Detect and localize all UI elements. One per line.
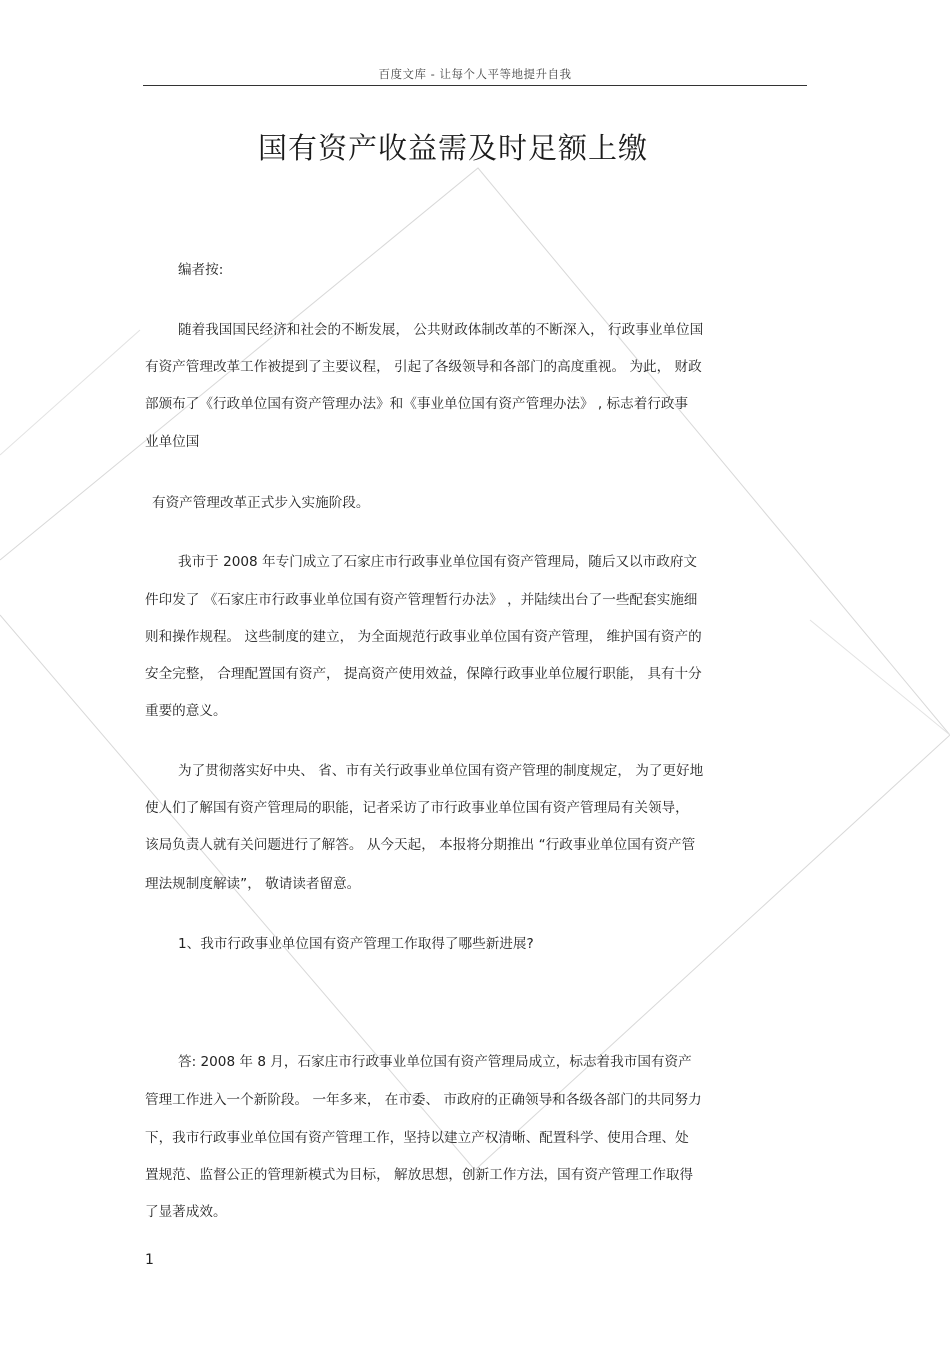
paragraph-line: 业单位国 <box>145 434 200 450</box>
paragraph-line: 随着我国国民经济和社会的不断发展， 公共财政体制改革的不断深入， 行政事业单位国 <box>178 322 704 338</box>
paragraph-line: 重要的意义。 <box>145 703 227 719</box>
paragraph-line: 答: 2008 年 8 月，石家庄市行政事业单位国有资产管理局成立，标志着我市国有资产 <box>178 1054 692 1070</box>
header-rule <box>143 85 807 86</box>
paragraph-line: 理法规制度解读”， 敬请读者留意。 <box>145 876 361 892</box>
paragraph-line: 为了贯彻落实好中央、 省、市有关行政事业单位国有资产管理的制度规定， 为了更好地 <box>178 763 704 779</box>
page-number: 1 <box>145 1252 154 1268</box>
paragraph-line: 有资产管理改革正式步入实施阶段。 <box>152 495 370 511</box>
paragraph-line: 该局负责人就有关问题进行了解答。 从今天起， 本报将分期推出 “行政事业单位国有资产管 <box>145 837 696 853</box>
paragraph-line: 安全完整， 合理配置国有资产， 提高资产使用效益，保障行政事业单位履行职能， 具有十分 <box>145 666 702 682</box>
paragraph-line: 置规范、监督公正的管理新模式为目标， 解放思想，创新工作方法，国有资产管理工作取得 <box>145 1167 694 1183</box>
question-heading: 1、我市行政事业单位国有资产管理工作取得了哪些新进展? <box>178 936 534 952</box>
paragraph-line: 则和操作规程。 这些制度的建立， 为全面规范行政事业单位国有资产管理， 维护国有资产的 <box>145 629 702 645</box>
paragraph-line: 了显著成效。 <box>145 1204 227 1220</box>
paragraph-line: 管理工作进入一个新阶段。 一年多来， 在市委、 市政府的正确领导和各级各部门的共同努力 <box>145 1092 702 1108</box>
paragraph-line: 下，我市行政事业单位国有资产管理工作，坚持以建立产权清晰、配置科学、使用合理、处 <box>145 1130 689 1146</box>
paragraph-line: 有资产管理改革工作被提到了主要议程， 引起了各级领导和各部门的高度重视。 为此， 财政 <box>145 359 702 375</box>
paragraph-line: 我市于 2008 年专门成立了石家庄市行政事业单位国有资产管理局，随后又以市政府文 <box>178 554 698 570</box>
paragraph-line: 部颁布了《行政单位国有资产管理办法》和《事业单位国有资产管理办法》 , 标志着行政事 <box>145 396 689 412</box>
page-header: 百度文库 - 让每个人平等地提升自我 <box>378 67 572 81</box>
editor-note-label: 编者按: <box>178 262 224 278</box>
paragraph-line: 使人们了解国有资产管理局的职能，记者采访了市行政事业单位国有资产管理局有关领导， <box>145 800 689 816</box>
paragraph-line: 件印发了 《石家庄市行政事业单位国有资产管理暂行办法》 ，并陆续出台了一些配套实施细 <box>145 592 698 608</box>
document-title: 国有资产收益需及时足额上缴 <box>257 131 648 165</box>
